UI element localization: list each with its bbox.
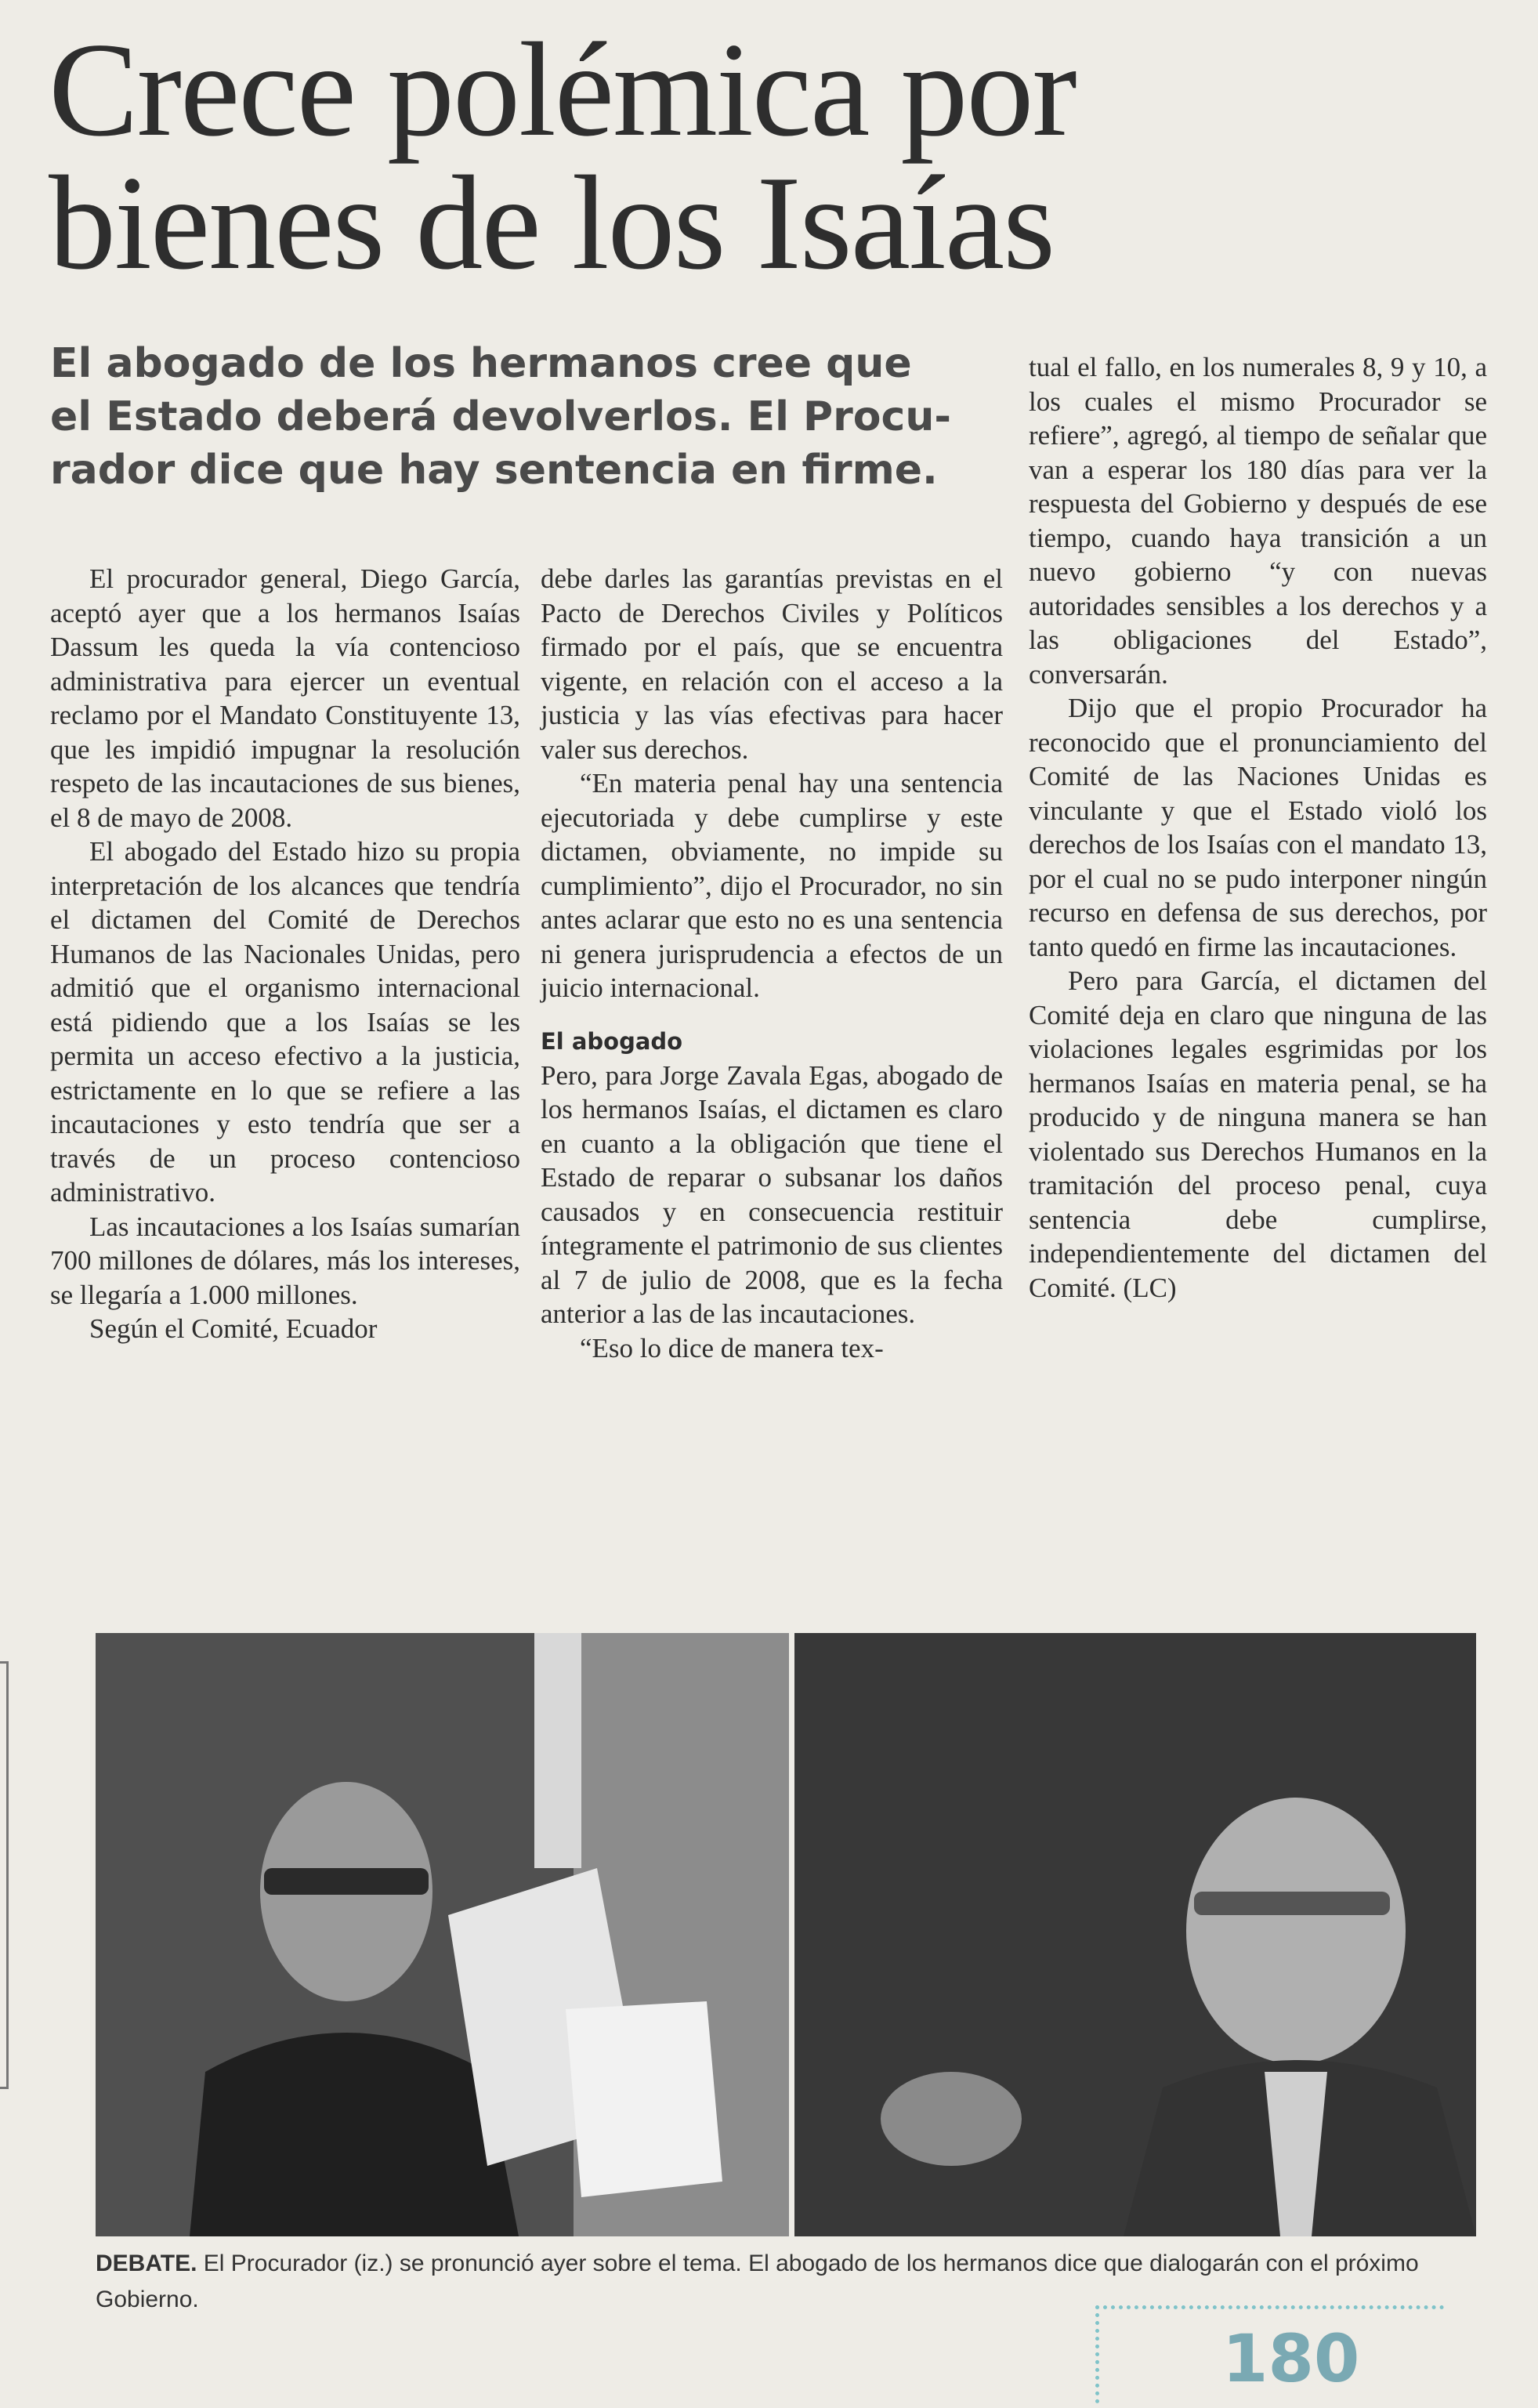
headline-line: Crece polémica por [49,16,1076,165]
article-column-1 [50,562,520,1346]
caption-text: El Procurador (iz.) se pronunció ayer sobre el tema. El abogado de los hermanos dice que dialogarán con el próximo Gobierno. [96,2250,1419,2312]
paragraph: Las incautaciones a los Isaías sumarían 700 millones de dólares, más los intereses, se llegaría a 1.000 millones. [50,1211,520,1310]
deck-line: rador dice que hay sentencia en firme. [50,447,938,494]
photo-procurador-image [96,1633,789,2236]
headline-line: bienes de los Isaías [49,149,1055,298]
paragraph: Pero, para Jorge Zavala Egas, abogado de los hermanos Isaías, el dictamen es claro en cuanto a la obligación que tiene el Estado de reparar o subsanar los daños causados y en consecuencia restituir íntegramente el patrimonio de sus clientes al 7 de julio de 2008, que es la fecha anterior a las de las incautaciones. [541,1059,1003,1329]
section-subhead: El abogado [541,1027,683,1055]
adjacent-article-frame [0,1661,9,2089]
page-badge-number: 180 [1222,2320,1360,2397]
photo-procurador [96,1633,789,2236]
deck-line: el Estado deberá devolverlos. El Procu- [50,393,951,440]
photo-abogado [794,1633,1476,2236]
paragraph: El abogado del Estado hizo su propia interpretación de los alcances que tendría el dictamen del Comité de Derechos Humanos de las Nacionales Unidas, pero admitió que el organismo internacional está pidiendo que a los Isaías se les permita un acceso efectivo a la justicia, estrictamente en lo que se refiere a las incautaciones y esto tendría que ser a través de un proceso contencioso administrativo. [50,836,520,1208]
paragraph: Dijo que el propio Procurador ha reconocido que el pronunciamiento del Comité de las Naciones Unidas es vinculante y que el Estado violó los derechos de los Isaías con el mandato 13, por el cual no se pudo interponer ningún recurso en defensa de sus derechos, por tanto quedó en firme las incautaciones. [1029,693,1487,962]
photo-abogado-image [794,1633,1476,2236]
article-column-3 [1029,350,1487,1305]
paragraph: El procurador general, Diego García, aceptó ayer que a los hermanos Isaías Dassum les queda la vía contencioso administrativa para ejercer un eventual reclamo por el Mandato Constituyente 13, que les impidió impugnar la resolución respeto de las incautaciones de sus bienes, el 8 de mayo de 2008. [50,563,520,833]
paragraph: Pero para García, el dictamen del Comité deja en claro que ninguna de las violaciones legales esgrimidas por los hermanos Isaías en materia penal, se ha producido y de ninguna manera se han violentado sus Derechos Humanos en la tramitación del proceso penal, cuya sentencia debe cumplirse, independientemente del dictamen del Comité. (LC) [1029,965,1487,1303]
paragraph: Según el Comité, Ecuador [89,1313,378,1344]
caption-tag: DEBATE. [96,2250,197,2276]
deck-subheading [50,337,990,497]
paragraph: tual el fallo, en los numerales 8, 9 y 10, a los cuales el mismo Procurador se refiere”, agregó, al tiempo de señalar que van a esperar los 180 días para ver la respuesta del Gobierno y después de ese tiempo, cuando haya transición a un nuevo gobierno “y con nuevas autoridades sensibles a los derechos y a las obligaciones del Estado”, conversarán. [1029,352,1487,690]
paragraph: debe darles las garantías previstas en el Pacto de Derechos Civiles y Políticos firmado por el país, que se encuentra vigente, en relación con el acceso a la justicia y las vías efectivas para hacer valer sus derechos. [541,563,1003,765]
article-column-2 [541,562,1003,1365]
deck-line: El abogado de los hermanos cree que [50,340,912,387]
paragraph: “Eso lo dice de manera tex- [580,1332,884,1363]
headline [49,16,1506,298]
paragraph: “En materia penal hay una sentencia ejecutoriada y debe cumplirse y este dictamen, obviamente, no impide su cumplimiento”, dijo el Procurador, no sin antes aclarar que esto no es una sentencia ni genera jurisprudencia a efectos de un juicio internacional. [541,768,1003,1003]
